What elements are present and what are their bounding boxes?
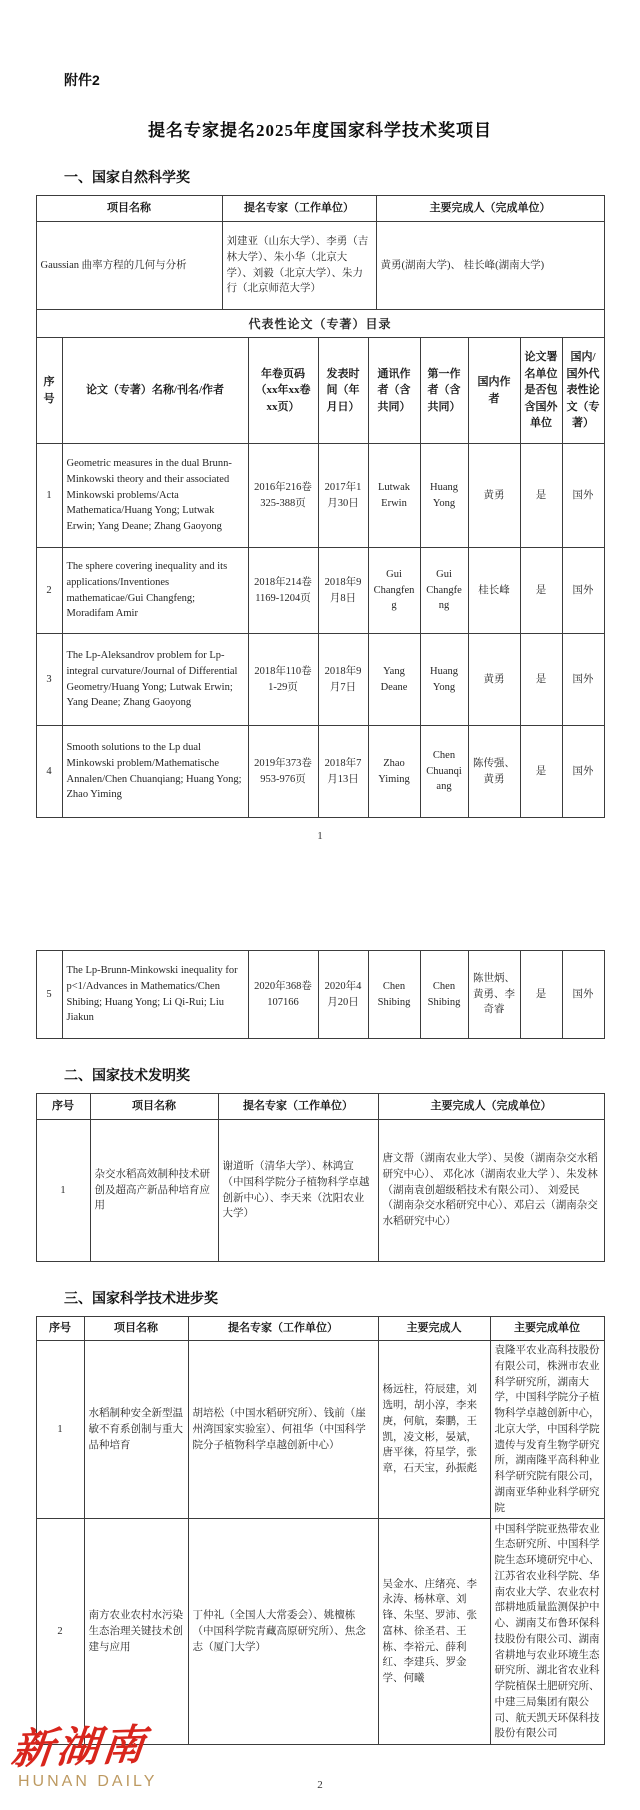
completers-cell: 杨远柱，符辰建，刘选明，胡小淳，李来庚，何航，秦鹏，王凯，凌文彬，晏斌，唐平徕，符星学，张章，石天宝，孙振彪 [378,1341,490,1519]
project-name-cell: 南方农业农村水污染生态治理关键技术创建与应用 [84,1519,188,1745]
first-author-cell: Chen Shibing [420,951,468,1039]
section1-heading: 一、国家自然科学奖 [64,169,190,185]
logo-text-cn: 新湖南 [9,1722,150,1774]
completers-cell: 唐文帮（湖南农业大学）、吴俊（湖南杂交水稻研究中心）、 邓化冰（湖南农业大学 ）、朱发林（湖南袁创超级稻技术有限公司）、 刘爱民（湖南杂交水稻研究中心）、邓启云（湖南杂交水稻研究中心） [378,1120,604,1262]
domestic-foreign-cell: 国外 [562,444,604,548]
domestic-foreign-cell: 国外 [562,951,604,1039]
foreign-unit-cell: 是 [520,726,562,818]
table-row [36,1120,604,1262]
col-header-domestic-author: 国内作者 [468,338,520,444]
page-break-gap [0,842,640,950]
table-row-1 [36,1341,604,1519]
col-header-domestic-foreign: 国内/国外代表性论文（专著） [562,338,604,444]
paper-row-5 [36,951,604,1039]
project-name-cell: Gaussian 曲率方程的几何与分析 [36,222,222,310]
experts-cell: 谢道昕（清华大学）、林鸿宣（中国科学院分子植物科学卓越创新中心）、李天来（沈阳农业大学） [218,1120,378,1262]
index-cell: 2 [36,1519,84,1745]
domestic-author-cell: 陈世炳、黄勇、李奇睿 [468,951,520,1039]
papers-header-row [36,338,604,444]
paper-row-2 [36,548,604,634]
domestic-author-cell: 黄勇 [468,634,520,726]
col-header-project-name: 项目名称 [90,1094,218,1120]
papers-caption-row [36,310,604,338]
volume-cell: 2020年368卷107166 [248,951,318,1039]
experts-cell: 刘建亚（山东大学）、李勇（吉林大学）、朱小华（北京大学）、刘毅（北京大学）、朱力行（北京师范大学） [222,222,376,310]
papers-caption: 代表性论文（专著）目录 [36,310,604,338]
attachment-label: 附件2 [64,72,100,88]
col-header-project-name: 项目名称 [36,196,222,222]
volume-cell: 2018年214卷1169-1204页 [248,548,318,634]
table-header-row [36,1317,604,1341]
domestic-author-cell: 黄勇 [468,444,520,548]
domestic-foreign-cell: 国外 [562,726,604,818]
table-header-row [36,196,604,222]
col-header-volume: 年卷页码（xx年xx卷xx页） [248,338,318,444]
date-cell: 2020年4月20日 [318,951,368,1039]
foreign-unit-cell: 是 [520,951,562,1039]
page-title: 提名专家提名2025年度国家科学技术奖项目 [148,121,492,140]
index-cell: 1 [36,1120,90,1262]
corresponding-cell: Chen Shibing [368,951,420,1039]
date-cell: 2018年9月7日 [318,634,368,726]
completers-cell: 吴金水、庄绪亮、李永涛、杨林章、刘锋、朱坚、罗沛、张富林、徐圣君、王栋、李裕元、薛利红、李建兵、罗金学、何曦 [378,1519,490,1745]
volume-cell: 2019年373卷953-976页 [248,726,318,818]
foreign-unit-cell: 是 [520,548,562,634]
index-cell: 5 [36,951,62,1039]
corresponding-cell: Lutwak Erwin [368,444,420,548]
index-cell: 1 [36,1341,84,1519]
col-header-first-author: 第一作者（含共同） [420,338,468,444]
table-row [36,222,604,310]
project-name-cell: 杂交水稻高效制种技术研创及超高产新品种培育应用 [90,1120,218,1262]
corresponding-cell: Gui Changfeng [368,548,420,634]
natural-science-project-table [36,195,605,338]
hunan-daily-logo [9,1722,222,1791]
volume-cell: 2016年216卷325-388页 [248,444,318,548]
page-number-2: 2 [317,1779,323,1792]
domestic-author-cell: 陈传强、黄勇 [468,726,520,818]
date-cell: 2018年7月13日 [318,726,368,818]
col-header-index: 序号 [36,338,62,444]
col-header-corresponding: 通讯作者（含共同） [368,338,420,444]
col-header-experts: 提名专家（工作单位） [218,1094,378,1120]
domestic-foreign-cell: 国外 [562,548,604,634]
first-author-cell: Gui Changfeng [420,548,468,634]
completers-cell: 黄勇(湖南大学)、 桂长峰(湖南大学) [376,222,604,310]
papers-table-page2 [36,950,605,1039]
paper-title-cell: Geometric measures in the dual Brunn-Minkowski theory and their associated Minkowski problems/Acta Mathematica/Huang Yong; Lutwak Erwin; Yang Deane; Zhang Gaoyong [62,444,248,548]
domestic-foreign-cell: 国外 [562,634,604,726]
paper-row-3 [36,634,604,726]
col-header-experts: 提名专家（工作单位） [188,1317,378,1341]
papers-table-page1 [36,337,605,818]
domestic-author-cell: 桂长峰 [468,548,520,634]
units-cell: 中国科学院亚热带农业生态研究所、中国科学院生态环境研究中心、江苏省农业科学院、华南农业大学、农业农村部耕地质量监测保护中心、湖南艾布鲁环保科技股份有限公司、湖南省耕地与农业环境生态研究所、湖北省农业科学院植保土肥研究所、中建三局集团有限公司、航天凯天环保科技股份有限公司 [490,1519,604,1745]
col-header-completers: 主要完成人 [378,1317,490,1341]
sci-tech-progress-table [36,1316,605,1745]
col-header-paper: 论文（专著）名称/刊名/作者 [62,338,248,444]
section3-heading: 三、国家科学技术进步奖 [64,1290,218,1306]
first-author-cell: Huang Yong [420,634,468,726]
paper-title-cell: The sphere covering inequality and its applications/Inventiones mathematicae/Gui Changfeng; Moradifam Amir [62,548,248,634]
experts-cell: 胡培松（中国水稻研究所）、钱前（崖州湾国家实验室）、何祖华（中国科学院分子植物科学卓越创新中心） [188,1341,378,1519]
corresponding-cell: Zhao Yiming [368,726,420,818]
units-cell: 袁隆平农业高科技股份有限公司，株洲市农业科学研究所，湖南大学，中国科学院分子植物科学卓越创新中心，北京大学，中国科学院遗传与发育生物学研究所，湖南隆平高科种业科学研究院有限公司，湖南亚华种业科学研究院 [490,1341,604,1519]
paper-row-4 [36,726,604,818]
foreign-unit-cell: 是 [520,444,562,548]
foreign-unit-cell: 是 [520,634,562,726]
col-header-date: 发表时间（年月日） [318,338,368,444]
date-cell: 2018年9月8日 [318,548,368,634]
table-row-2 [36,1519,604,1745]
col-header-foreign-unit: 论文署名单位是否包含国外单位 [520,338,562,444]
col-header-experts: 提名专家（工作单位） [222,196,376,222]
index-cell: 1 [36,444,62,548]
first-author-cell: Chen Chuanqiang [420,726,468,818]
tech-invention-table [36,1093,605,1262]
table-header-row [36,1094,604,1120]
page-number-1: 1 [317,830,323,842]
project-name-cell: 水稻制种安全新型温敏不育系创制与重大品种培育 [84,1341,188,1519]
corresponding-cell: Yang Deane [368,634,420,726]
section2-heading: 二、国家技术发明奖 [64,1067,190,1083]
logo-text-en: HUNAN DAILY [18,1773,158,1791]
col-header-index: 序号 [36,1317,84,1341]
volume-cell: 2018年110卷1-29页 [248,634,318,726]
index-cell: 4 [36,726,62,818]
paper-title-cell: Smooth solutions to the Lp dual Minkowski problem/Mathematische Annalen/Chen Chuanqiang; Huang Yong; Zhao Yiming [62,726,248,818]
paper-row-1 [36,444,604,548]
col-header-project-name: 项目名称 [84,1317,188,1341]
first-author-cell: Huang Yong [420,444,468,548]
col-header-completers: 主要完成人（完成单位） [376,196,604,222]
index-cell: 3 [36,634,62,726]
col-header-index: 序号 [36,1094,90,1120]
paper-title-cell: The Lp-Brunn-Minkowski inequality for p<1/Advances in Mathematics/Chen Shibing; Huang Yong; Li Qi-Rui; Liu Jiakun [62,951,248,1039]
paper-title-cell: The Lp-Aleksandrov problem for Lp-integral curvature/Journal of Differential Geometry/Huang Yong; Lutwak Erwin; Yang Deane; Zhang Gaoyong [62,634,248,726]
col-header-units: 主要完成单位 [490,1317,604,1341]
index-cell: 2 [36,548,62,634]
date-cell: 2017年1月30日 [318,444,368,548]
col-header-completers: 主要完成人（完成单位） [378,1094,604,1120]
experts-cell: 丁仲礼（全国人大常委会）、姚檀栋（中国科学院青藏高原研究所）、焦念志（厦门大学） [188,1519,378,1745]
